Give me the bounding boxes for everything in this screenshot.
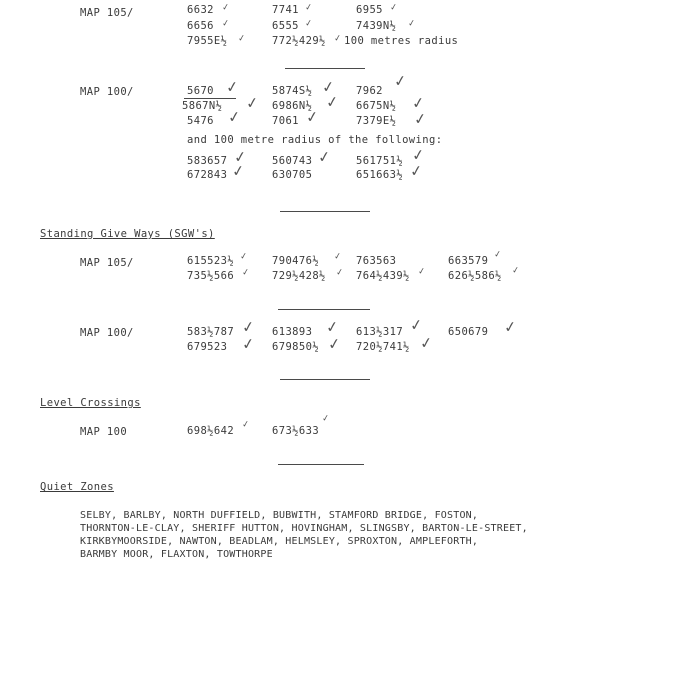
check-mark-icon: ✓ xyxy=(333,251,343,263)
grid-ref: 672843 xyxy=(187,169,228,181)
check-mark-icon: ✓ xyxy=(324,92,340,112)
grid-ref: 5874S½ xyxy=(272,85,313,97)
grid-ref: 5476 xyxy=(187,115,214,127)
section-divider xyxy=(280,379,370,380)
underline-mark xyxy=(184,98,236,99)
quiet-zones-line: THORNTON-LE-CLAY, SHERIFF HUTTON, HOVINGHAM, SLINGSBY, BARTON-LE-STREET, xyxy=(80,523,528,534)
map100-label: MAP 100 xyxy=(80,426,128,438)
grid-ref: 790476½ xyxy=(272,255,320,267)
grid-ref: 6986N½ xyxy=(272,100,313,112)
grid-ref: 729½428½ xyxy=(272,270,326,282)
check-mark-icon: ✓ xyxy=(410,145,426,165)
check-mark-icon: ✓ xyxy=(221,2,231,14)
check-mark-icon: ✓ xyxy=(407,18,417,30)
check-mark-icon: ✓ xyxy=(412,109,428,129)
check-mark-icon: ✓ xyxy=(237,33,247,45)
grid-ref: 7741 xyxy=(272,4,299,16)
check-mark-icon: ✓ xyxy=(335,267,345,279)
check-mark-icon: ✓ xyxy=(333,33,343,45)
check-mark-icon: ✓ xyxy=(244,93,260,113)
grid-ref: 630705 xyxy=(272,169,313,181)
grid-ref: 735½566 xyxy=(187,270,235,282)
check-mark-icon: ✓ xyxy=(241,267,251,279)
check-mark-icon: ✓ xyxy=(408,161,424,181)
grid-ref: 6656 xyxy=(187,20,214,32)
grid-ref: 626½586½ xyxy=(448,270,502,282)
check-mark-icon: ✓ xyxy=(502,317,518,337)
grid-ref: 7061 xyxy=(272,115,299,127)
section-divider xyxy=(280,211,370,212)
section-divider xyxy=(278,309,370,310)
quiet-zones-heading: Quiet Zones xyxy=(40,481,114,493)
check-mark-icon: ✓ xyxy=(316,147,332,167)
level-crossings-heading: Level Crossings xyxy=(40,397,141,409)
check-mark-icon: ✓ xyxy=(418,333,434,353)
section-divider xyxy=(278,464,364,465)
grid-ref: 560743 xyxy=(272,155,313,167)
grid-ref: 583½787 xyxy=(187,326,235,338)
grid-ref: 673½633 xyxy=(272,425,320,437)
grid-ref: 5867N½ xyxy=(182,100,223,112)
check-mark-icon: ✓ xyxy=(410,93,426,113)
check-mark-icon: ✓ xyxy=(239,251,249,263)
quiet-zones-line: BARMBY MOOR, FLAXTON, TOWTHORPE xyxy=(80,549,273,560)
grid-ref: 7955E½ xyxy=(187,35,228,47)
grid-ref: 583657 xyxy=(187,155,228,167)
check-mark-icon: ✓ xyxy=(230,161,246,181)
check-mark-icon: ✓ xyxy=(326,334,342,354)
grid-ref: 720½741½ xyxy=(356,341,410,353)
grid-ref: 5670 xyxy=(187,85,214,97)
grid-ref: 7379E½ xyxy=(356,115,397,127)
grid-ref: 561751½ xyxy=(356,155,404,167)
check-mark-icon: ✓ xyxy=(320,77,336,97)
grid-ref: 6955 xyxy=(356,4,383,16)
grid-ref: 615523½ xyxy=(187,255,235,267)
map105-label: MAP 105/ xyxy=(80,7,134,19)
check-mark-icon: ✓ xyxy=(493,249,503,261)
grid-ref: 651663½ xyxy=(356,169,404,181)
sgw-heading: Standing Give Ways (SGW's) xyxy=(40,228,215,240)
map100-label: MAP 100/ xyxy=(80,86,134,98)
check-mark-icon: ✓ xyxy=(221,18,231,30)
grid-ref: 613½317 xyxy=(356,326,404,338)
grid-ref: 764½439½ xyxy=(356,270,410,282)
map100-label: MAP 100/ xyxy=(80,327,134,339)
grid-ref: 6555 xyxy=(272,20,299,32)
grid-ref: 6632 xyxy=(187,4,214,16)
map105-label: MAP 105/ xyxy=(80,257,134,269)
check-mark-icon: ✓ xyxy=(226,107,242,127)
grid-ref: 698½642 xyxy=(187,425,235,437)
radius-note: 100 metres radius xyxy=(344,35,459,47)
check-mark-icon: ✓ xyxy=(304,107,320,127)
check-mark-icon: ✓ xyxy=(240,317,256,337)
grid-ref: 679850½ xyxy=(272,341,320,353)
grid-ref: 613893 xyxy=(272,326,313,338)
check-mark-icon: ✓ xyxy=(321,413,331,425)
check-mark-icon: ✓ xyxy=(324,317,340,337)
grid-ref: 679523 xyxy=(187,341,228,353)
grid-ref: 6675N½ xyxy=(356,100,397,112)
quiet-zones-line: SELBY, BARLBY, NORTH DUFFIELD, BUBWITH, STAMFORD BRIDGE, FOSTON, xyxy=(80,510,479,521)
check-mark-icon: ✓ xyxy=(224,77,240,97)
check-mark-icon: ✓ xyxy=(408,315,424,335)
check-mark-icon: ✓ xyxy=(304,2,314,14)
grid-ref: 663579 xyxy=(448,255,489,267)
check-mark-icon: ✓ xyxy=(511,265,521,277)
check-mark-icon: ✓ xyxy=(389,2,399,14)
check-mark-icon: ✓ xyxy=(241,419,251,431)
grid-ref: 650679 xyxy=(448,326,489,338)
check-mark-icon: ✓ xyxy=(304,18,314,30)
grid-ref: 7439N½ xyxy=(356,20,397,32)
grid-ref: 772½429½ xyxy=(272,35,326,47)
quiet-zones-line: KIRKBYMOORSIDE, NAWTON, BEADLAM, HELMSLEY, SPROXTON, AMPLEFORTH, xyxy=(80,536,479,547)
check-mark-icon: ✓ xyxy=(240,334,256,354)
grid-ref: 7962 xyxy=(356,85,383,97)
section-divider xyxy=(285,68,365,69)
check-mark-icon: ✓ xyxy=(392,71,408,91)
radius-intro: and 100 metre radius of the following: xyxy=(187,134,443,146)
check-mark-icon: ✓ xyxy=(417,266,427,278)
check-mark-icon: ✓ xyxy=(232,147,248,167)
grid-ref: 763563 xyxy=(356,255,397,267)
